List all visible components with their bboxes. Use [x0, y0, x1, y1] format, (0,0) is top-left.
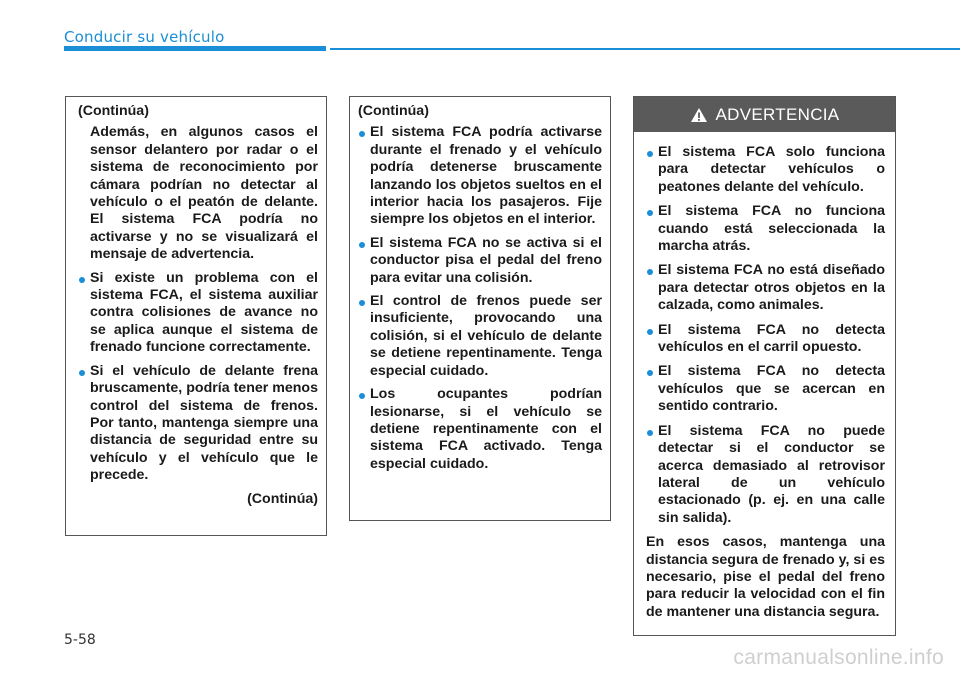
- continued-label-top: (Continúa): [78, 103, 149, 119]
- warning-title: ADVERTENCIA: [715, 104, 840, 124]
- bullet-item: El sistema FCA no está diseñado para detectar otros objetos en la calzada, como animales.: [646, 262, 885, 314]
- warning-box: [633, 96, 896, 636]
- bullet-item: Los ocupantes podrían lesionarse, si el vehículo se detiene repentinamente con el sistema FCA activado. Tenga especial cuidado.: [358, 386, 602, 473]
- caution-box-continued-middle: [349, 96, 611, 521]
- bullet-item: El sistema FCA no detecta vehículos en el carril opuesto.: [646, 322, 885, 357]
- page-number: 5-58: [64, 632, 96, 648]
- bullet-item: El sistema FCA solo funciona para detectar vehículos o peatones delante del vehículo.: [646, 144, 885, 196]
- continued-label-bottom: (Continúa): [247, 490, 318, 507]
- bullet-item: Si el vehículo de delante frena bruscamente, podría tener menos control del sistema de frenos. Por tanto, mantenga siempre una distancia de seguridad entre su vehículo y el vehículo que le precede.: [78, 363, 318, 485]
- warning-header: [634, 97, 895, 132]
- header-rule-thick: [64, 46, 326, 51]
- bullet-item: Si existe un problema con el sistema FCA, el sistema auxiliar contra colisiones de avance no se aplica aunque el sistema de frenado funcione correctamente.: [78, 270, 318, 357]
- bullet-item: El sistema FCA no puede detectar si el conductor se acerca demasiado al retrovisor lateral de un vehículo estacionado (p. ej. en una calle sin salida).: [646, 423, 885, 527]
- closing-paragraph: En esos casos, mantenga una distancia segura de frenado y, si es necesario, pise el pedal del freno para reducir la velocidad con el fin de mantener una distancia segura.: [646, 534, 885, 620]
- warning-triangle-icon: [690, 107, 708, 123]
- watermark: carmanualsonline.info: [733, 646, 944, 669]
- intro-paragraph: Además, en algunos casos el sensor delantero por radar o el sistema de reconocimiento por cámara podrían no detectar al vehículo o el peatón de delante. El sistema FCA podría no activarse y no se visualizará el mensaje de advertencia.: [90, 124, 318, 263]
- bullet-item: El sistema FCA no funciona cuando está seleccionada la marcha atrás.: [646, 203, 885, 255]
- bullet-item: El sistema FCA no se activa si el conductor pisa el pedal del freno para evitar una colisión.: [358, 235, 602, 287]
- bullet-list: [358, 124, 602, 473]
- continued-label-top: (Continúa): [358, 103, 429, 119]
- bullet-item: El sistema FCA no detecta vehículos que se acercan en sentido contrario.: [646, 363, 885, 415]
- section-title: Conducir su vehículo: [64, 28, 225, 46]
- bullet-list: [646, 144, 885, 527]
- warning-body: [634, 132, 895, 621]
- caution-box-continued-left: [65, 96, 327, 536]
- bullet-item: El sistema FCA podría activarse durante el frenado y el vehículo podría detenerse bruscamente lanzando los objetos sueltos en el interior hacia los pasajeros. Fije siempre los objetos en el interior.: [358, 124, 602, 228]
- header-rule-thin: [330, 48, 960, 50]
- bullet-list: [78, 270, 318, 485]
- bullet-item: El control de frenos puede ser insuficiente, provocando una colisión, si el vehículo de delante se detiene repentinamente. Tenga especial cuidado.: [358, 293, 602, 380]
